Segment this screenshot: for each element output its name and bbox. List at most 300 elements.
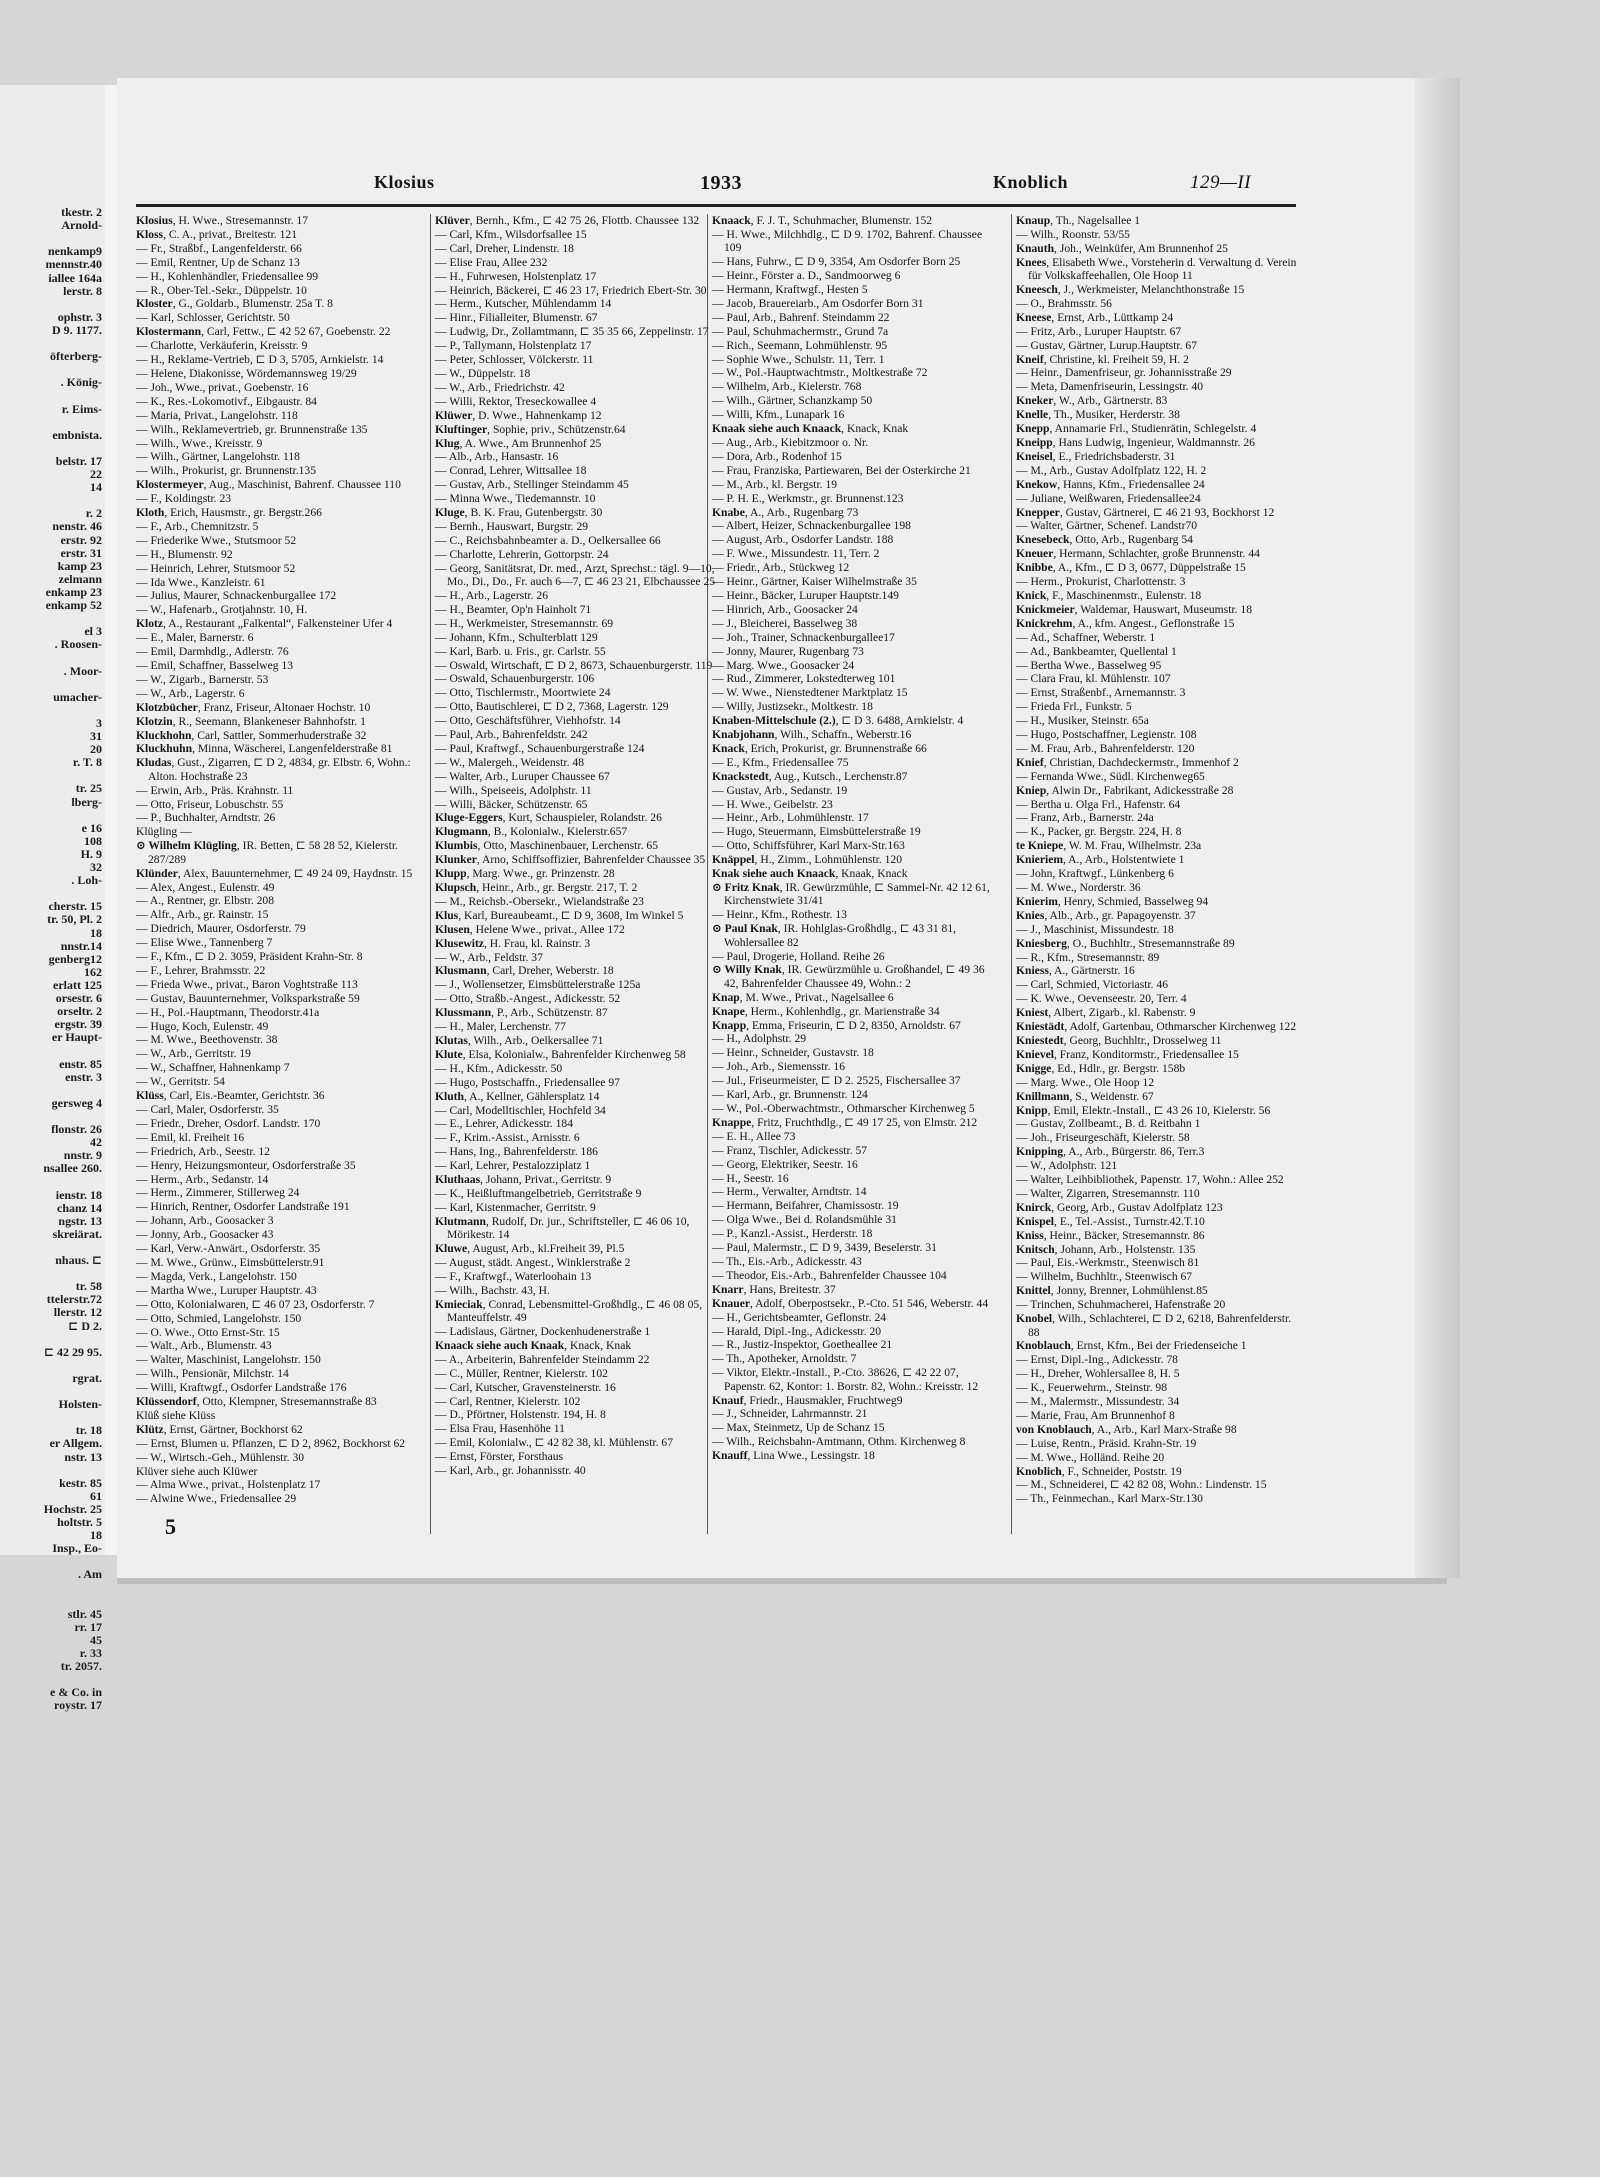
directory-entry: — J., Bleicherei, Basselweg 38 bbox=[712, 616, 858, 630]
prev-page-fragment: enstr. 85 bbox=[59, 1056, 102, 1071]
prev-page-fragment: tr. 25 bbox=[75, 781, 102, 796]
prev-page-fragment: llerstr. 12 bbox=[53, 1305, 102, 1320]
directory-entry: — Hugo, Postschaffner, Legienstr. 108 bbox=[1016, 728, 1197, 742]
prev-page-fragment: skreiärat. bbox=[52, 1226, 102, 1241]
prev-page-fragment: 45 bbox=[90, 1632, 102, 1647]
directory-entry: ⊙ Paul Knak, IR. Hohlglas-Großhdlg., ⊏ 43 31 81, Wohlersallee 82 bbox=[712, 922, 957, 949]
directory-entry: Knape, Herm., Kohlenhdlg., gr. Marienstraße 34 bbox=[712, 1004, 940, 1018]
directory-entry: — Olga Wwe., Bei d. Rolandsmühle 31 bbox=[712, 1213, 897, 1227]
prev-page-fragment: r. 33 bbox=[79, 1646, 102, 1660]
directory-entry: — Rud., Zimmerer, Lokstedterweg 101 bbox=[712, 672, 896, 686]
page-bottom-edge bbox=[117, 1578, 1447, 1584]
prev-page-fragment: ttelerstr.72 bbox=[46, 1292, 102, 1307]
directory-entry: Kniestedt, Georg, Buchhltr., Drosselweg 11 bbox=[1016, 1033, 1222, 1047]
prev-page-fragment: flonstr. 26 bbox=[51, 1122, 102, 1136]
prev-page-fragment: nnstr.14 bbox=[60, 938, 102, 953]
directory-entry: Knap, M. Wwe., Privat., Nagelsallee 6 bbox=[712, 990, 894, 1004]
directory-entry: Knitsch, Johann, Arb., Holstenstr. 135 bbox=[1016, 1242, 1196, 1256]
prev-page-fragment: 31 bbox=[90, 729, 102, 743]
directory-entry: Knick, F., Maschinenmstr., Eulenstr. 18 bbox=[1016, 588, 1202, 602]
directory-entry: — Ernst, Blumen u. Pflanzen, ⊏ D 2, 8962, Bockhorst 62 bbox=[136, 1436, 406, 1450]
directory-entry: Knaup, Th., Nagelsallee 1 bbox=[1016, 214, 1141, 227]
directory-entry: — Hugo, Koch, Eulenstr. 49 bbox=[136, 1019, 269, 1033]
directory-entry: — Otto, Geschäftsführer, Viehhofstr. 14 bbox=[435, 714, 621, 728]
directory-entry: ⊙ Fritz Knak, IR. Gewürzmühle, ⊏ Sammel-Nr. 42 12 61, Kirchenstwiete 31/41 bbox=[712, 881, 990, 908]
prev-page-fragment: ophstr. 3 bbox=[57, 309, 102, 324]
prev-page-fragment: D 9. 1177. bbox=[51, 322, 102, 337]
directory-entry: Knabe, A., Arb., Rugenbarg 73 bbox=[712, 505, 859, 519]
directory-entry: Kniep, Alwin Dr., Fabrikant, Adickesstraße 28 bbox=[1016, 783, 1234, 797]
directory-entry: — Carl, Schmied, Victoriastr. 46 bbox=[1016, 978, 1169, 992]
directory-entry: Klostermeyer, Aug., Maschinist, Bahrenf. Chaussee 110 bbox=[136, 478, 401, 492]
directory-entry: — Jacob, Brauereiarb., Am Osdorfer Born 31 bbox=[712, 296, 924, 310]
prev-page-fragment: ⊏ D 2. bbox=[68, 1318, 102, 1333]
directory-entry: — Bertha Wwe., Basselweg 95 bbox=[1016, 658, 1162, 672]
prev-page-fragment: ngstr. 13 bbox=[58, 1213, 102, 1228]
directory-entry: — Meta, Damenfriseurin, Lessingstr. 40 bbox=[1016, 380, 1204, 394]
directory-entry: — Hinrich, Rentner, Osdorfer Landstraße 191 bbox=[136, 1200, 350, 1214]
directory-entry: — Fernanda Wwe., Südl. Kirchenweg65 bbox=[1016, 769, 1205, 783]
directory-entry: — Herm., Prokurist, Charlottenstr. 3 bbox=[1016, 575, 1186, 589]
directory-entry: — Karl, Arb., gr. Brunnenstr. 124 bbox=[712, 1088, 868, 1102]
prev-page-fragment: gersweg 4 bbox=[51, 1095, 102, 1110]
directory-entry: Klosius, H. Wwe., Stresemannstr. 17 bbox=[136, 214, 309, 227]
directory-entry: — Hans, Ing., Bahrenfelderstr. 186 bbox=[435, 1145, 598, 1159]
directory-entry: — Wilh., Pensionär, Milchstr. 14 bbox=[136, 1367, 289, 1381]
directory-entry: — W., Zigarb., Barnerstr. 53 bbox=[136, 672, 269, 686]
directory-entry: — Georg, Elektriker, Seestr. 16 bbox=[712, 1157, 858, 1171]
directory-entry: Kloss, C. A., privat., Breitestr. 121 bbox=[136, 227, 298, 241]
prev-page-fragment: umacher- bbox=[53, 689, 102, 704]
directory-entry: — Marg. Wwe., Goosacker 24 bbox=[712, 658, 855, 672]
directory-entry: Knaak siehe auch Knaack, Knack, Knak bbox=[712, 422, 909, 436]
directory-entry: — K. Wwe., Oevenseestr. 20, Terr. 4 bbox=[1016, 992, 1187, 1006]
prev-page-fragment: tr. 18 bbox=[75, 1423, 102, 1438]
prev-page-fragment: 108 bbox=[84, 833, 102, 848]
directory-entry: — Marie, Frau, Am Brunnenhof 8 bbox=[1016, 1408, 1175, 1422]
prev-page-fragment: r. T. 8 bbox=[72, 755, 102, 770]
directory-entry: — H. Wwe., Geibelstr. 23 bbox=[712, 797, 833, 811]
directory-entry: Knees, Elisabeth Wwe., Vorsteherin d. Verwaltung d. Verein für Volkskaffeehallen, Ole Hoop 11 bbox=[1016, 255, 1297, 283]
directory-entry: — Gustav, Arb., Stellinger Steindamm 45 bbox=[435, 478, 629, 492]
prev-page-fragment: 162 bbox=[84, 964, 102, 979]
directory-entry: — August, städt. Angest., Winklerstraße 2 bbox=[435, 1255, 631, 1269]
directory-entry: Kneif, Christine, kl. Freiheit 59, H. 2 bbox=[1016, 352, 1189, 366]
directory-entry: Knak siehe auch Knaack, Knaak, Knack bbox=[712, 867, 908, 881]
directory-entry: — Walter, Leihbibliothek, Papenstr. 17, Wohn.: Allee 252 bbox=[1016, 1173, 1284, 1187]
header-last-name: Knoblich bbox=[993, 172, 1069, 192]
directory-entry: — H., Maler, Lerchenstr. 77 bbox=[435, 1020, 566, 1034]
directory-entry: — Carl, Kutscher, Gravensteinerstr. 16 bbox=[435, 1380, 616, 1394]
directory-entry: — Jonny, Arb., Goosacker 43 bbox=[136, 1228, 274, 1242]
directory-entry: — Wilhelm, Arb., Kielerstr. 768 bbox=[712, 380, 862, 394]
prev-page-fragment: Holsten- bbox=[58, 1397, 102, 1412]
directory-entry: — Walter, Gärtner, Schenef. Landstr70 bbox=[1016, 519, 1198, 533]
directory-entry: — Trinchen, Schuhmacherei, Hafenstraße 20 bbox=[1016, 1298, 1226, 1312]
directory-entry: Klute, Elsa, Kolonialw., Bahrenfelder Kirchenweg 58 bbox=[435, 1047, 686, 1061]
directory-entry: — H. Wwe., Milchhdlg., ⊏ D 9. 1702, Bahrenf. Chaussee 109 bbox=[712, 227, 983, 255]
directory-entry: Klostermann, Carl, Fettw., ⊏ 42 52 67, Goebenstr. 22 bbox=[136, 325, 391, 339]
directory-entry: Knappe, Fritz, Fruchthdlg., ⊏ 49 17 25, von Elmstr. 212 bbox=[712, 1115, 978, 1129]
prev-page-fragment: ienstr. 18 bbox=[55, 1187, 102, 1202]
directory-entry: — Carl, Rentner, Kielerstr. 102 bbox=[435, 1394, 581, 1408]
directory-entry: Kluth, A., Kellner, Gählersplatz 14 bbox=[435, 1089, 600, 1103]
directory-column-3 bbox=[712, 214, 998, 1539]
prev-page-fragment: enstr. 3 bbox=[65, 1069, 102, 1084]
directory-entry: — Alwine Wwe., Friedensallee 29 bbox=[136, 1492, 297, 1506]
directory-entry: Kneisel, E., Friedrichsbaderstr. 31 bbox=[1016, 449, 1176, 463]
directory-entry: — Franz, Tischler, Adickesstr. 57 bbox=[712, 1143, 868, 1157]
directory-entry: — H., Gerichtsbeamter, Geflonstr. 24 bbox=[712, 1310, 887, 1324]
directory-entry: Klus, Karl, Bureaubeamt., ⊏ D 9, 3608, Im Winkel 5 bbox=[435, 908, 684, 922]
directory-entry: — Paul, Arb., Bahrenfeldstr. 242 bbox=[435, 728, 588, 742]
directory-entry: Kniesberg, O., Buchhltr., Stresemannstraße 89 bbox=[1016, 936, 1235, 950]
prev-page-fragment: erstr. 31 bbox=[60, 545, 102, 560]
directory-entry: — W., Malergeh., Weidenstr. 48 bbox=[435, 755, 585, 769]
directory-entry: — W., Arb., Friedrichstr. 42 bbox=[435, 380, 565, 394]
directory-entry: — W., Wirtsch.-Geh., Mühlenstr. 30 bbox=[136, 1450, 305, 1464]
directory-entry: Knirck, Georg, Arb., Gustav Adolfplatz 123 bbox=[1016, 1200, 1223, 1214]
prev-page-fragment: Insp., Eo- bbox=[52, 1541, 102, 1556]
prev-page-fragment: lerstr. 8 bbox=[63, 283, 102, 298]
directory-entry: — Ad., Schaffner, Weberstr. 1 bbox=[1016, 630, 1156, 644]
directory-entry: — Gustav, Bauunternehmer, Volksparkstraße 59 bbox=[136, 991, 360, 1005]
prev-page-fragment: erstr. 92 bbox=[60, 532, 102, 547]
directory-entry: — Carl, Modelltischler, Hochfeld 34 bbox=[435, 1103, 606, 1117]
directory-entry: — M., Arb., Gustav Adolfplatz 122, H. 2 bbox=[1016, 463, 1207, 477]
directory-entry: — Jonny, Maurer, Rugenbarg 73 bbox=[712, 644, 864, 658]
directory-entry: — Heinr., Kfm., Rothestr. 13 bbox=[712, 908, 847, 922]
directory-entry: — Clara Frau, kl. Mühlenstr. 107 bbox=[1016, 672, 1171, 686]
directory-entry: — R., Justiz-Inspektor, Goetheallee 21 bbox=[712, 1338, 893, 1352]
directory-entry: — Emil, Rentner, Up de Schanz 13 bbox=[136, 255, 300, 269]
header-year: 1933 bbox=[700, 172, 742, 194]
directory-entry: — Gustav, Zollbeamt., B. d. Reitbahn 1 bbox=[1016, 1117, 1201, 1131]
directory-entry: Kluftinger, Sophie, priv., Schützenstr.64 bbox=[435, 422, 626, 436]
prev-page-fragment: zelmann bbox=[58, 571, 102, 586]
directory-entry: — Paul, Arb., Bahrenf. Steindamm 22 bbox=[712, 310, 890, 324]
directory-entry: — H., Seestr. 16 bbox=[712, 1171, 789, 1185]
directory-entry: Knarr, Hans, Breitestr. 37 bbox=[712, 1282, 836, 1296]
directory-entry: — Otto, Schmied, Langelohstr. 150 bbox=[136, 1311, 302, 1325]
prev-page-fragment: nhaus. ⊏ bbox=[55, 1253, 102, 1267]
directory-entry: — Th., Feinmechan., Karl Marx-Str.130 bbox=[1016, 1492, 1203, 1506]
directory-entry: Knaack, F. J. T., Schuhmacher, Blumenstr. 152 bbox=[712, 214, 933, 227]
directory-entry: Klüwer, D. Wwe., Hahnenkamp 12 bbox=[435, 408, 602, 422]
directory-entry: — M. Wwe., Holländ. Reihe 20 bbox=[1016, 1450, 1165, 1464]
directory-entry: — Walt., Arb., Blumenstr. 43 bbox=[136, 1339, 272, 1353]
directory-entry: — Paul, Eis.-Werkmstr., Steenwisch 81 bbox=[1016, 1256, 1200, 1270]
prev-page-fragment: 32 bbox=[90, 860, 102, 874]
directory-entry: Kmieciak, Conrad, Lebensmittel-Großhdlg., ⊏ 46 08 05, Manteuffelstr. 49 bbox=[435, 1297, 703, 1325]
directory-entry: — Willi, Kraftwgf., Osdorfer Landstraße 176 bbox=[136, 1381, 347, 1395]
directory-entry: — F., Lehrer, Brahmsstr. 22 bbox=[136, 963, 266, 977]
directory-entry: Kniestädt, Adolf, Gartenbau, Othmarscher Kirchenweg 122 bbox=[1016, 1020, 1297, 1034]
directory-entry: Kluckhohn, Carl, Sattler, Sommerhuderstraße 32 bbox=[136, 728, 367, 742]
directory-entry: Kniss, Heinr., Bäcker, Stresemannstr. 86 bbox=[1016, 1228, 1205, 1242]
directory-entry: Knierim, Henry, Schmied, Basselweg 94 bbox=[1016, 894, 1209, 908]
directory-entry: — Emil, Kolonialw., ⊏ 42 82 38, kl. Mühlenstr. 67 bbox=[435, 1436, 674, 1450]
directory-entry: — E. H., Allee 73 bbox=[712, 1129, 796, 1143]
prev-page-fragment: Arnold- bbox=[61, 218, 102, 233]
directory-entry: — Johann, Kfm., Schulterblatt 129 bbox=[435, 630, 598, 644]
directory-entry: — C., Müller, Rentner, Kielerstr. 102 bbox=[435, 1366, 608, 1380]
prev-page-fragment: kestr. 85 bbox=[59, 1475, 102, 1490]
directory-entry: — Ladislaus, Gärtner, Dockenhudenerstraße 1 bbox=[435, 1325, 651, 1338]
directory-entry: Kludas, Gust., Zigarren, ⊏ D 2, 4834, gr. Elbstr. 6, Wohn.: Alton. Hochstraße 23 bbox=[136, 756, 411, 783]
directory-entry: — Carl, Kfm., Wilsdorfsallee 15 bbox=[435, 227, 587, 241]
directory-entry: — Wilh., Wwe., Kreisstr. 9 bbox=[136, 436, 263, 450]
prev-page-fragment: lberg- bbox=[71, 794, 102, 809]
directory-entry: — Conrad, Lehrer, Wittsallee 18 bbox=[435, 464, 587, 478]
directory-entry: — H., Kohlenhändler, Friedensallee 99 bbox=[136, 269, 319, 283]
directory-entry: Knack, Erich, Prokurist, gr. Brunnenstraße 66 bbox=[712, 741, 927, 755]
directory-entry: — Herm., Zimmerer, Stillerweg 24 bbox=[136, 1186, 300, 1200]
directory-entry: — H., Adolphstr. 29 bbox=[712, 1032, 807, 1046]
directory-entry: — Hermann, Beifahrer, Chamissostr. 19 bbox=[712, 1199, 899, 1213]
directory-entry: — Carl, Maler, Osdorferstr. 35 bbox=[136, 1103, 279, 1116]
directory-entry: — Willi, Bäcker, Schützenstr. 65 bbox=[435, 797, 588, 811]
directory-entry: Knobel, Wilh., Schlachterei, ⊏ D 2, 6218, Bahrenfelderstr. 88 bbox=[1016, 1312, 1292, 1339]
directory-entry: — Hans, Fuhrw., ⊏ D 9, 3354, Am Osdorfer Born 25 bbox=[712, 255, 961, 269]
directory-entry: Kneker, W., Arb., Gärtnerstr. 83 bbox=[1016, 394, 1168, 408]
directory-entry: — Bernh., Hauswart, Burgstr. 29 bbox=[435, 519, 589, 533]
prev-page-fragment: H. 9 bbox=[80, 846, 102, 861]
directory-entry: — H., Dreher, Wohlersallee 8, H. 5 bbox=[1016, 1367, 1180, 1381]
directory-entry: — Ernst, Dipl.-Ing., Adickesstr. 78 bbox=[1016, 1353, 1178, 1367]
directory-entry: — Ludwig, Dr., Zollamtmann, ⊏ 35 35 66, Zeppelinstr. 17 bbox=[435, 325, 709, 339]
directory-entry: — Walter, Arb., Luruper Chaussee 67 bbox=[435, 769, 610, 783]
directory-entry: — Helene, Diakonisse, Wördemannsweg 19/29 bbox=[136, 366, 357, 380]
directory-entry: — Karl, Schlosser, Gerichtstr. 50 bbox=[136, 311, 290, 325]
prev-page-fragment: orseltr. 2 bbox=[57, 1004, 102, 1019]
directory-entry: Kneese, Ernst, Arb., Lüttkamp 24 bbox=[1016, 310, 1174, 324]
directory-entry: — W., Hafenarb., Grotjahnstr. 10, H. bbox=[136, 603, 308, 617]
directory-entry: Klütz, Ernst, Gärtner, Bockhorst 62 bbox=[136, 1422, 303, 1436]
header-first-name: Klosius bbox=[374, 172, 435, 192]
directory-entry: — Elise Frau, Allee 232 bbox=[435, 255, 548, 269]
directory-entry: — Friedrich, Arb., Seestr. 12 bbox=[136, 1144, 270, 1158]
directory-entry: Klügling — bbox=[136, 825, 192, 839]
directory-entry: — Paul, Drogerie, Holland. Reihe 26 bbox=[712, 949, 885, 963]
directory-entry: Knapp, Emma, Friseurin, ⊏ D 2, 8350, Arnoldstr. 67 bbox=[712, 1018, 961, 1032]
directory-entry: — W. Wwe., Nienstedtener Marktplatz 15 bbox=[712, 686, 908, 700]
directory-entry: Kluthaas, Johann, Privat., Gerritstr. 9 bbox=[435, 1173, 612, 1187]
directory-entry: — F., Kfm., ⊏ D 2. 3059, Präsident Krahn-Str. 8 bbox=[136, 950, 363, 964]
prev-page-fragment: roystr. 17 bbox=[54, 1698, 102, 1713]
prev-page-fragment: er Haupt- bbox=[51, 1030, 102, 1045]
directory-entry: — Hinr., Filialleiter, Blumenstr. 67 bbox=[435, 311, 598, 325]
directory-entry: — Luise, Rentn., Präsid. Krahn-Str. 19 bbox=[1016, 1436, 1197, 1450]
directory-entry: — F., Kraftwgf., Waterloohain 13 bbox=[435, 1269, 592, 1283]
directory-entry: — Frieda Frl., Funkstr. 5 bbox=[1016, 700, 1132, 714]
directory-entry: — Joh., Trainer, Schnackenburgallee17 bbox=[712, 630, 895, 644]
directory-entry: Klutas, Wilh., Arb., Oelkersallee 71 bbox=[435, 1033, 604, 1047]
directory-entry: Knigge, Ed., Hdlr., gr. Bergstr. 158b bbox=[1016, 1061, 1186, 1075]
directory-entry: — W., Pol.-Oberwachtmstr., Othmarscher Kirchenweg 5 bbox=[712, 1102, 975, 1115]
directory-entry: — M., Schneiderei, ⊏ 42 82 08, Wohn.: Lindenstr. 15 bbox=[1016, 1478, 1267, 1492]
directory-entry: Knepper, Gustav, Gärtnerei, ⊏ 46 21 93, Bockhorst 12 bbox=[1016, 505, 1275, 519]
directory-entry: — W., Gerritstr. 54 bbox=[136, 1075, 225, 1089]
directory-entry: Knaben-Mittelschule (2.), ⊏ D 3. 6488, Arnkielstr. 4 bbox=[712, 714, 964, 728]
directory-entry: Knickmeier, Waldemar, Hauswart, Museumstr. 18 bbox=[1016, 602, 1253, 616]
directory-entry: — Karl, Verw.-Anwärt., Osdorferstr. 35 bbox=[136, 1242, 321, 1256]
directory-entry: — R., Ober-Tel.-Sekr., Düppelstr. 10 bbox=[136, 283, 307, 297]
directory-entry: — Carl, Dreher, Lindenstr. 18 bbox=[435, 241, 574, 255]
directory-entry: — Herm., Kutscher, Mühlendamm 14 bbox=[435, 297, 612, 311]
prev-page-fragment: kamp 23 bbox=[57, 558, 102, 573]
directory-entry: Klüver siehe auch Klüwer bbox=[136, 1464, 258, 1478]
directory-entry: — Jul., Friseurmeister, ⊏ D 2. 2525, Fischersallee 37 bbox=[712, 1074, 961, 1088]
directory-entry: — W., Pol.-Hauptwachtmstr., Moltkestraße 72 bbox=[712, 366, 928, 380]
directory-entry: Klupp, Marg. Wwe., gr. Prinzenstr. 28 bbox=[435, 867, 615, 881]
directory-entry: — Friedr., Dreher, Osdorf. Landstr. 170 bbox=[136, 1116, 321, 1130]
directory-entry: — C., Reichsbahnbeamter a. D., Oelkersallee 66 bbox=[435, 533, 661, 547]
directory-entry: Knievel, Franz, Konditormstr., Friedensallee 15 bbox=[1016, 1047, 1239, 1061]
directory-entry: — Sophie Wwe., Schulstr. 11, Terr. 1 bbox=[712, 352, 885, 366]
prev-page-fragment: enkamp 52 bbox=[45, 598, 102, 612]
directory-entry: — P., Kanzl.-Assist., Herderstr. 18 bbox=[712, 1227, 873, 1241]
directory-entry: — Willy, Justizsekr., Moltkestr. 18 bbox=[712, 700, 873, 714]
directory-entry: — Alex, Angest., Eulenstr. 49 bbox=[136, 880, 275, 894]
directory-entry: — H., Pol.-Hauptmann, Theodorstr.41a bbox=[136, 1005, 320, 1019]
prev-page-fragment: Hochstr. 25 bbox=[43, 1501, 102, 1516]
directory-entry: — Fritz, Arb., Luruper Hauptstr. 67 bbox=[1016, 324, 1182, 338]
prev-page-fragment: 18 bbox=[90, 925, 102, 940]
directory-entry: — Charlotte, Verkäuferin, Kreisstr. 9 bbox=[136, 339, 308, 353]
directory-entry: Kniest, Albert, Zigarb., kl. Rabenstr. 9 bbox=[1016, 1006, 1196, 1020]
directory-entry: — Joh., Wwe., privat., Goebenstr. 16 bbox=[136, 380, 309, 394]
directory-entry: Knieriem, A., Arb., Holstentwiete 1 bbox=[1016, 853, 1185, 867]
prev-page-fragment: öfterberg- bbox=[50, 349, 102, 364]
directory-entry: Knackstedt, Aug., Kutsch., Lerchenstr.87 bbox=[712, 769, 908, 783]
directory-entry: — Rich., Seemann, Lohmühlenstr. 95 bbox=[712, 338, 888, 352]
directory-entry: Kluge, B. K. Frau, Gutenbergstr. 30 bbox=[435, 506, 603, 520]
directory-entry: — Johann, Arb., Goosacker 3 bbox=[136, 1214, 274, 1228]
directory-entry: Kneuer, Hermann, Schlachter, große Brunnenstr. 44 bbox=[1016, 547, 1260, 561]
directory-entry: — O., Brahmsstr. 56 bbox=[1016, 296, 1112, 310]
directory-entry: von Knoblauch, A., Arb., Karl Marx-Straße 98 bbox=[1016, 1422, 1237, 1436]
directory-entry: — H., Musiker, Steinstr. 65a bbox=[1016, 714, 1149, 728]
signature-mark: 5 bbox=[165, 1514, 176, 1539]
directory-entry: — Peter, Schlosser, Völckerstr. 11 bbox=[435, 353, 594, 367]
directory-entry: — F., Arb., Chemnitzstr. 5 bbox=[136, 519, 259, 533]
prev-page-fragment: embnista. bbox=[52, 427, 102, 442]
directory-entry: Knoblich, F., Schneider, Poststr. 19 bbox=[1016, 1464, 1182, 1478]
directory-entry: — Aug., Arb., Kiebitzmoor o. Nr. bbox=[712, 436, 869, 449]
directory-entry: — Emil, kl. Freiheit 16 bbox=[136, 1130, 245, 1144]
directory-entry: Klotzin, R., Seemann, Blankeneser Bahnhofstr. 1 bbox=[136, 714, 366, 728]
directory-entry: — O. Wwe., Otto Ernst-Str. 15 bbox=[136, 1325, 280, 1339]
directory-entry: — Heinrich, Lehrer, Stutsmoor 52 bbox=[136, 561, 296, 575]
directory-entry: — Bertha u. Olga Frl., Hafenstr. 64 bbox=[1016, 797, 1181, 811]
directory-entry: — Herm., Verwalter, Arndtstr. 14 bbox=[712, 1185, 867, 1199]
directory-entry: — Heinrich, Bäckerei, ⊏ 46 23 17, Friedrich Ebert-Str. 30 bbox=[435, 283, 707, 297]
prev-page-fragment: rgrat. bbox=[72, 1370, 102, 1385]
prev-page-fragment: mennstr.40 bbox=[45, 257, 102, 272]
prev-page-fragment: er Allgem. bbox=[49, 1436, 102, 1451]
directory-entry: — Willi, Rektor, Treseckowallee 4 bbox=[435, 394, 597, 408]
directory-entry: — Otto, Tischlermstr., Moortwiete 24 bbox=[435, 686, 611, 700]
directory-entry: — Marg. Wwe., Ole Hoop 12 bbox=[1016, 1075, 1155, 1089]
directory-entry: — Gustav, Gärtner, Lurup.Hauptstr. 67 bbox=[1016, 338, 1198, 352]
prev-page-fragment: tr. 58 bbox=[75, 1279, 102, 1294]
directory-entry: — Alma Wwe., privat., Holstenplatz 17 bbox=[136, 1478, 321, 1492]
page-number: 129—II bbox=[1190, 172, 1252, 193]
book-spine bbox=[105, 85, 117, 1555]
directory-entry: — Wilhelm, Buchhltr., Steenwisch 67 bbox=[1016, 1270, 1193, 1284]
directory-entry: — P., Buchhalter, Arndtstr. 26 bbox=[136, 811, 276, 825]
directory-entry: — Ad., Bankbeamter, Quellental 1 bbox=[1016, 644, 1177, 658]
previous-page-edge bbox=[0, 85, 107, 1713]
directory-entry: — Otto, Kolonialwaren, ⊏ 46 07 23, Osdorferstr. 7 bbox=[136, 1297, 375, 1311]
directory-entry: — E., Maler, Barnerstr. 6 bbox=[136, 631, 254, 645]
directory-entry: — Harald, Dipl.-Ing., Adickesstr. 20 bbox=[712, 1324, 882, 1338]
directory-entry: — W., Arb., Lagerstr. 6 bbox=[136, 686, 245, 700]
page-edge-shadow bbox=[1415, 78, 1460, 1578]
directory-entry: — Heinr., Schneider, Gustavstr. 18 bbox=[712, 1046, 874, 1060]
column-divider bbox=[1011, 214, 1012, 1534]
directory-entry: — Elise Wwe., Tannenberg 7 bbox=[136, 936, 273, 950]
directory-entry: — Friederike Wwe., Stutsmoor 52 bbox=[136, 533, 297, 547]
directory-entry: — M., Reichsb.-Obersekr., Wielandstraße 23 bbox=[435, 894, 644, 908]
directory-entry: — Wilh., Bachstr. 43, H. bbox=[435, 1283, 550, 1297]
prev-page-fragment: 18 bbox=[90, 1528, 102, 1543]
directory-entry: Knipping, A., Arb., Bürgerstr. 86, Terr.3 bbox=[1016, 1145, 1205, 1159]
prev-page-fragment: . Am bbox=[78, 1567, 102, 1582]
directory-entry: — Wilh., Gärtner, Schanzkamp 50 bbox=[712, 394, 873, 408]
directory-entry: — Emil, Schaffner, Basselweg 13 bbox=[136, 659, 294, 672]
directory-entry: Kluge-Eggers, Kurt, Schauspieler, Rolandstr. 26 bbox=[435, 811, 662, 825]
directory-entry: — Oswald, Wirtschaft, ⊏ D 2, 8673, Schauenburgerstr. 119 bbox=[435, 658, 713, 672]
prev-page-fragment: 61 bbox=[90, 1488, 102, 1503]
prev-page-fragment: . Loh- bbox=[71, 873, 102, 888]
directory-entry: Kniess, A., Gärtnerstr. 16 bbox=[1016, 964, 1135, 978]
directory-entry: — Paul, Malermstr., ⊏ D 9, 3439, Beselerstr. 31 bbox=[712, 1241, 937, 1255]
prev-page-fragment: nstr. 13 bbox=[64, 1449, 102, 1464]
prev-page-fragment: ergstr. 39 bbox=[54, 1017, 102, 1032]
directory-entry: — Otto, Bautischlerei, ⊏ D 2, 7368, Lagerstr. 129 bbox=[435, 700, 669, 714]
directory-entry: — Hugo, Postschaffn., Friedensallee 97 bbox=[435, 1075, 620, 1089]
directory-entry: — Heinr., Gärtner, Kaiser Wilhelmstraße 35 bbox=[712, 575, 917, 589]
directory-entry: — K., Heißluftmangelbetrieb, Gerritstraße 9 bbox=[435, 1186, 642, 1200]
prev-page-fragment: . Moor- bbox=[63, 663, 102, 678]
directory-entry: — Alb., Arb., Hansastr. 16 bbox=[435, 450, 559, 464]
directory-entry: — M. Frau, Arb., Bahrenfelderstr. 120 bbox=[1016, 741, 1195, 755]
directory-entry: Klüss, Carl, Eis.-Beamter, Gerichtstr. 36 bbox=[136, 1089, 325, 1103]
directory-entry: — Franz, Arb., Barnerstr. 24a bbox=[1016, 811, 1154, 825]
directory-entry: ⊙ Wilhelm Klügling, IR. Betten, ⊏ 58 28 52, Kielerstr. 287/289 bbox=[136, 839, 398, 866]
directory-entry: Kloster, G., Goldarb., Blumenstr. 25a T. 8 bbox=[136, 297, 333, 311]
directory-entry: — H., Kfm., Adickesstr. 50 bbox=[435, 1061, 563, 1075]
directory-entry: Kneesch, J., Werkmeister, Melanchthonstraße 15 bbox=[1016, 283, 1245, 297]
directory-entry: — Otto, Schiffsführer, Karl Marx-Str.163 bbox=[712, 839, 905, 853]
directory-entry: Knittel, Jonny, Brenner, Lohmühlenst.85 bbox=[1016, 1284, 1208, 1298]
directory-entry: — P., Tallymann, Holstenplatz 17 bbox=[435, 339, 592, 353]
directory-entry: Kluwe, August, Arb., kl.Freiheit 39, Pl.5 bbox=[435, 1242, 625, 1256]
directory-entry: Klüssendorf, Otto, Klempner, Stresemannstraße 83 bbox=[136, 1395, 377, 1409]
directory-entry: Knief, Christian, Dachdeckermstr., Immenhof 2 bbox=[1016, 755, 1239, 769]
directory-entry: Klotzbücher, Franz, Friseur, Altonaer Hochstr. 10 bbox=[136, 700, 371, 714]
prev-page-fragment: rr. 17 bbox=[74, 1619, 102, 1634]
directory-entry: — W., Düppelstr. 18 bbox=[435, 366, 531, 380]
directory-entry: — August, Arb., Osdorfer Landstr. 188 bbox=[712, 533, 894, 547]
directory-entry: — Willi, Kfm., Lunapark 16 bbox=[712, 408, 845, 422]
directory-entry: — Karl, Barb. u. Fris., gr. Carlstr. 55 bbox=[435, 644, 606, 658]
prev-page-fragment: e 16 bbox=[81, 820, 102, 835]
directory-entry: — Diedrich, Maurer, Osdorferstr. 79 bbox=[136, 922, 306, 936]
directory-entry: Klusewitz, H. Frau, kl. Rainstr. 3 bbox=[435, 936, 591, 950]
